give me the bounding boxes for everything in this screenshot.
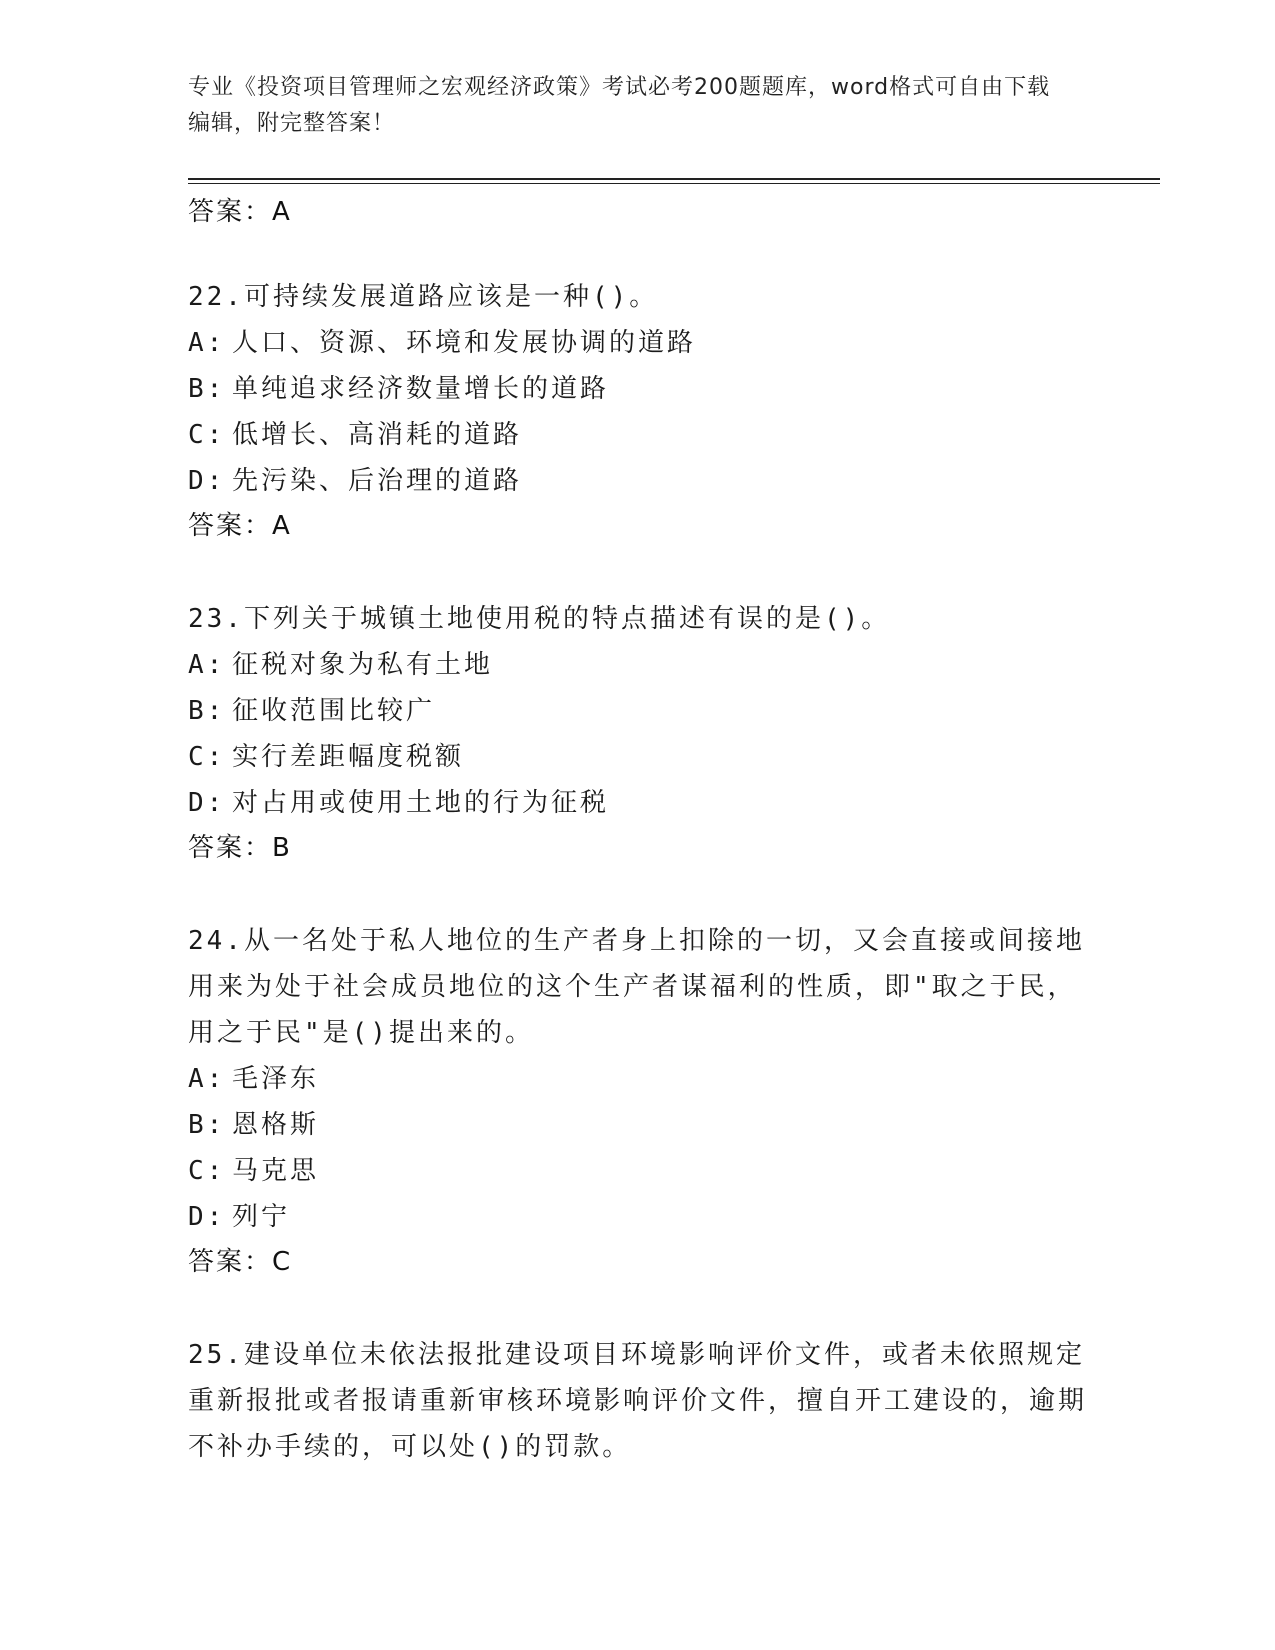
option-text: 列宁 <box>232 1202 291 1232</box>
option-text: 征税对象为私有土地 <box>232 650 494 680</box>
question-list <box>188 190 1088 1470</box>
option-text: 低增长、高消耗的道路 <box>232 420 523 450</box>
option-b <box>188 1102 1088 1148</box>
option-text: 先污染、后治理的道路 <box>232 466 523 496</box>
option-text: 人口、资源、环境和发展协调的道路 <box>232 328 697 358</box>
option-key: D: <box>188 466 226 496</box>
option-text: 单纯追求经济数量增长的道路 <box>232 374 610 404</box>
question-block <box>188 596 1088 870</box>
option-d <box>188 780 1088 826</box>
answer-label: 答案：B <box>188 833 292 863</box>
option-key: B: <box>188 1110 226 1140</box>
option-key: A: <box>188 328 226 358</box>
answer-label: 答案：A <box>188 511 292 541</box>
option-text: 实行差距幅度税额 <box>232 742 465 772</box>
option-key: C: <box>188 420 226 450</box>
option-text: 对占用或使用土地的行为征税 <box>232 788 610 818</box>
question-block <box>188 918 1088 1284</box>
option-key: A: <box>188 650 226 680</box>
option-c <box>188 1148 1088 1194</box>
option-text: 马克思 <box>232 1156 320 1186</box>
option-key: C: <box>188 742 226 772</box>
option-key: B: <box>188 374 226 404</box>
option-a <box>188 320 1088 366</box>
option-key: D: <box>188 788 226 818</box>
option-key: C: <box>188 1156 226 1186</box>
option-a <box>188 1056 1088 1102</box>
option-a <box>188 642 1088 688</box>
header-rule-thick <box>188 178 1160 180</box>
option-key: A: <box>188 1064 226 1094</box>
option-c <box>188 734 1088 780</box>
question-stem: 22.可持续发展道路应该是一种()。 <box>188 282 659 312</box>
answer-label: 答案：C <box>188 1247 293 1277</box>
question-stem: 25.建设单位未依法报批建设项目环境影响评价文件，或者未依照规定重新报批或者报请重新审核环境影响评价文件，擅自开工建设的，逾期不补办手续的，可以处()的罚款。 <box>188 1340 1088 1462</box>
option-b <box>188 688 1088 734</box>
option-text: 征收范围比较广 <box>232 696 436 726</box>
option-d <box>188 458 1088 504</box>
option-c <box>188 412 1088 458</box>
question-stem: 24.从一名处于私人地位的生产者身上扣除的一切，又会直接或间接地用来为处于社会成员地位的这个生产者谋福利的性质，即"取之于民，用之于民"是()提出来的。 <box>188 926 1085 1048</box>
option-b <box>188 366 1088 412</box>
question-block <box>188 274 1088 548</box>
option-key: D: <box>188 1202 226 1232</box>
option-text: 恩格斯 <box>232 1110 320 1140</box>
option-d <box>188 1194 1088 1240</box>
document-header: 专业《投资项目管理师之宏观经济政策》考试必考200题题库，word格式可自由下载编辑，附完整答案！ <box>188 75 1051 136</box>
option-key: B: <box>188 696 226 726</box>
question-stem: 23.下列关于城镇土地使用税的特点描述有误的是()。 <box>188 604 891 634</box>
answer-label: 答案：A <box>188 197 292 227</box>
question-block <box>188 1332 1088 1470</box>
option-text: 毛泽东 <box>232 1064 320 1094</box>
header-rule-thin <box>188 183 1160 184</box>
